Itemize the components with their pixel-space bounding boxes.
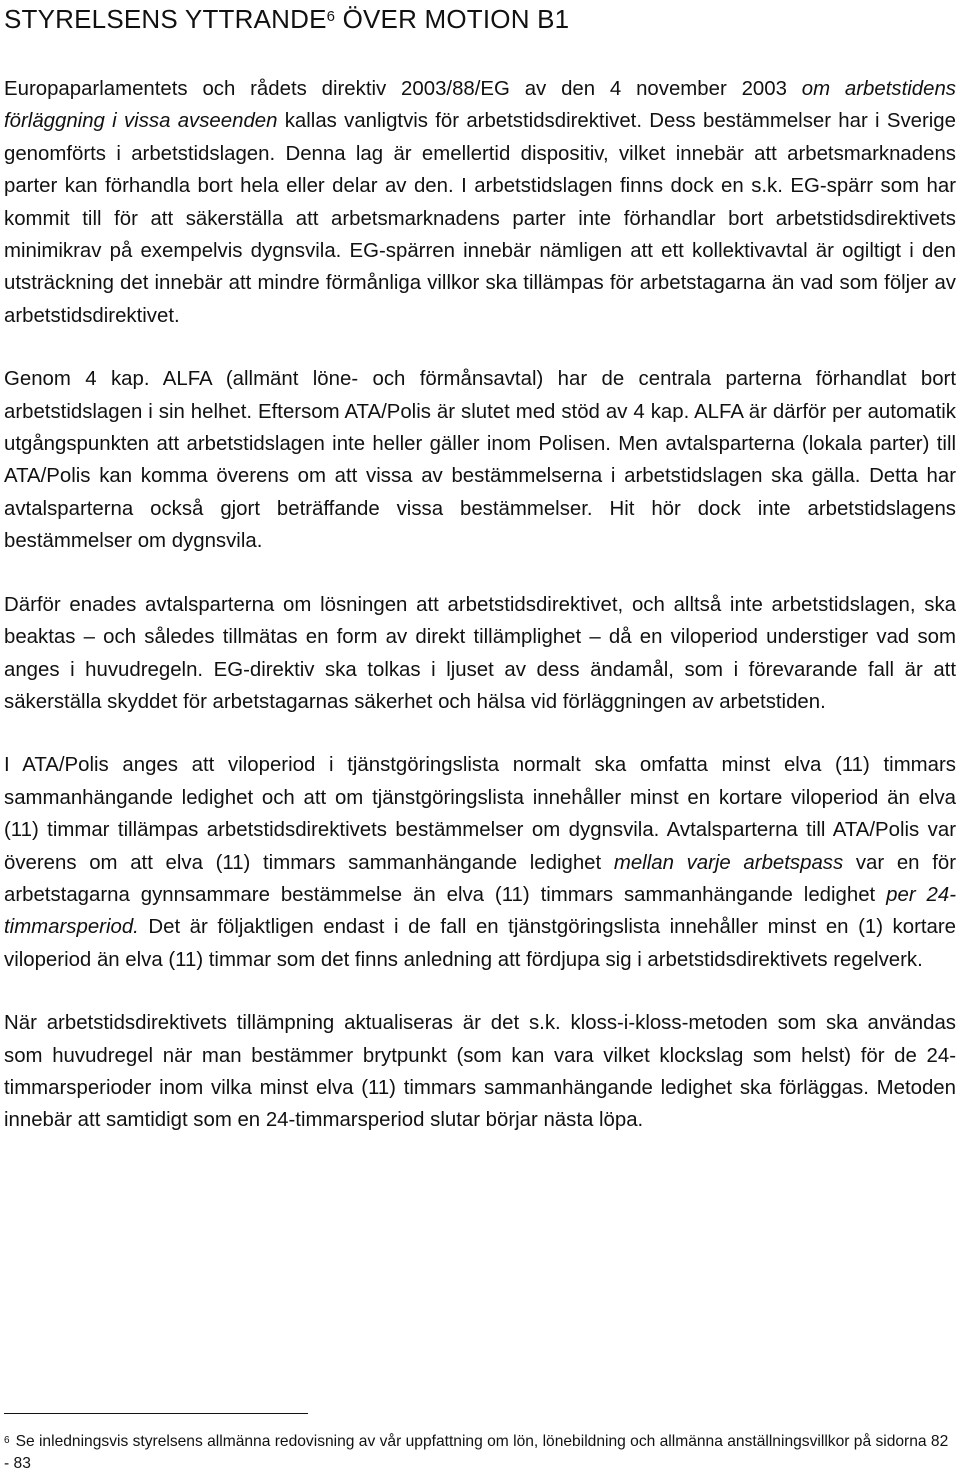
title-footnote-ref: 6: [326, 8, 336, 25]
page-title: [4, 0, 956, 36]
paragraph-1-text-a: Europaparlamentets och rådets direktiv 2003/88/EG av den 4 november 2003: [4, 78, 802, 100]
paragraph-4-italic-b: mellan varje arbetspass: [613, 851, 844, 874]
paragraph-agreement: Därför enades avtalsparterna om lösningen att arbetstidsdirektivet, och alltså inte arbetstidslagen, ska beaktas – och således tillmätas en form av direkt tillämplighet – då en viloperiod understiger vad som anges i huvudregeln. EG-direktiv ska tolkas i ljuset av dess ändamål, som i förevarande fall är att säkerställa skyddet för arbetstagarnas säkerhet och hälsa vid förläggningen av arbetstiden.: [4, 593, 956, 713]
paragraph-4-italic-d: per 24-timmarsperiod.: [4, 883, 956, 939]
document-page: [4, 0, 956, 1472]
paragraph-1-italic-title: om arbetstidens förläggning i vissa avseenden: [4, 78, 956, 133]
paragraph-4-text-e: Det är följaktligen endast i de fall en tjänstgöringslista innehåller minst en (1) kortare viloperiod än elva (11) timmar som det finns anledning att fördjupa sig i arbetstidsdirektivets regelverk.: [4, 916, 956, 971]
paragraph-method: När arbetstidsdirektivets tillämpning aktualiseras är det s.k. kloss-i-kloss-metoden som ska användas som huvudregel när man bestämmer brytpunkt (som kan vara vilket klockslag som helst) för de 24-timmarsperioder inom vilka minst elva (11) timmars sammanhängande ledighet ska förläggas. Metoden innebär att samtidigt som en 24-timmarsperiod slutar börjar nästa löpa.: [4, 1012, 956, 1132]
title-text: STYRELSENS YTTRANDE: [4, 4, 327, 34]
paragraph-alfa: Genom 4 kap. ALFA (allmänt löne- och förmånsavtal) har de centrala parterna förhandlat bort arbetstidslagen i sin helhet. Eftersom ATA/Polis är slutet med stöd av 4 kap. ALFA är därför per automatik utgångspunkten att arbetstidslagen inte heller gäller inom Polisen. Men avtalsparterna (lokala parter) till ATA/Polis kan komma överens om att vissa av bestämmelserna i arbetstidslagen ska gälla. Detta har avtalsparterna också gjort beträffande vissa bestämmelser. Hit hör dock inte arbetstidslagens bestämmelser om dygnsvila.: [4, 368, 956, 553]
footnote-number: 6: [4, 1435, 10, 1446]
paragraph-rest-period: [4, 749, 956, 976]
paragraph-4-text-a: I ATA/Polis anges att viloperiod i tjänstgöringslista normalt ska omfatta minst elva (11) timmars sammanhängande ledighet och att om tjänstgöringslista innehåller minst en kortare viloperiod än elva (11) timmar tillämpas arbetstidsdirektivets bestämmelser om dygnsvila. Avtalsparterna till ATA/Polis var överens om att elva (11) timmars sammanhängande ledighet: [4, 754, 956, 874]
footnote-text: Se inledningsvis styrelsens allmänna redovisning av vår uppfattning om lön, lönebildning och allmänna anställningsvillkor på sidorna 82 - 83: [4, 1433, 949, 1472]
paragraph-4-text-c: var en för arbetstagarna gynnsammare bestämmelse än elva (11) timmars sammanhängande ledighet: [4, 851, 956, 906]
footnote-divider: [4, 1413, 308, 1414]
paragraph-1-text-c: kallas vanligtvis för arbetstidsdirektivet. Dess bestämmelser har i Sverige genomförts i arbetstidslagen. Denna lag är emellertid dispositiv, vilket innebär att arbetsmarknadens parter kan förhandla bort hela eller delar av den. I arbetstidslagen finns dock en s.k. EG-spärr som har kommit till för att säkerställa att arbetsmarknadens parter inte förhandlar bort arbetstidsdirektivets minimikrav på exempelvis dygnsvila. EG-spärren innebär nämligen att ett kollektivavtal är ogiltigt i den utsträckning det innebär att mindre förmånliga villkor ska tillämpas för arbetstagarna än vad som följer av arbetstidsdirektivet.: [4, 110, 956, 327]
footnote: [4, 1431, 956, 1475]
paragraph-directive: [4, 73, 956, 332]
title-suffix: ÖVER MOTION B1: [335, 4, 570, 34]
